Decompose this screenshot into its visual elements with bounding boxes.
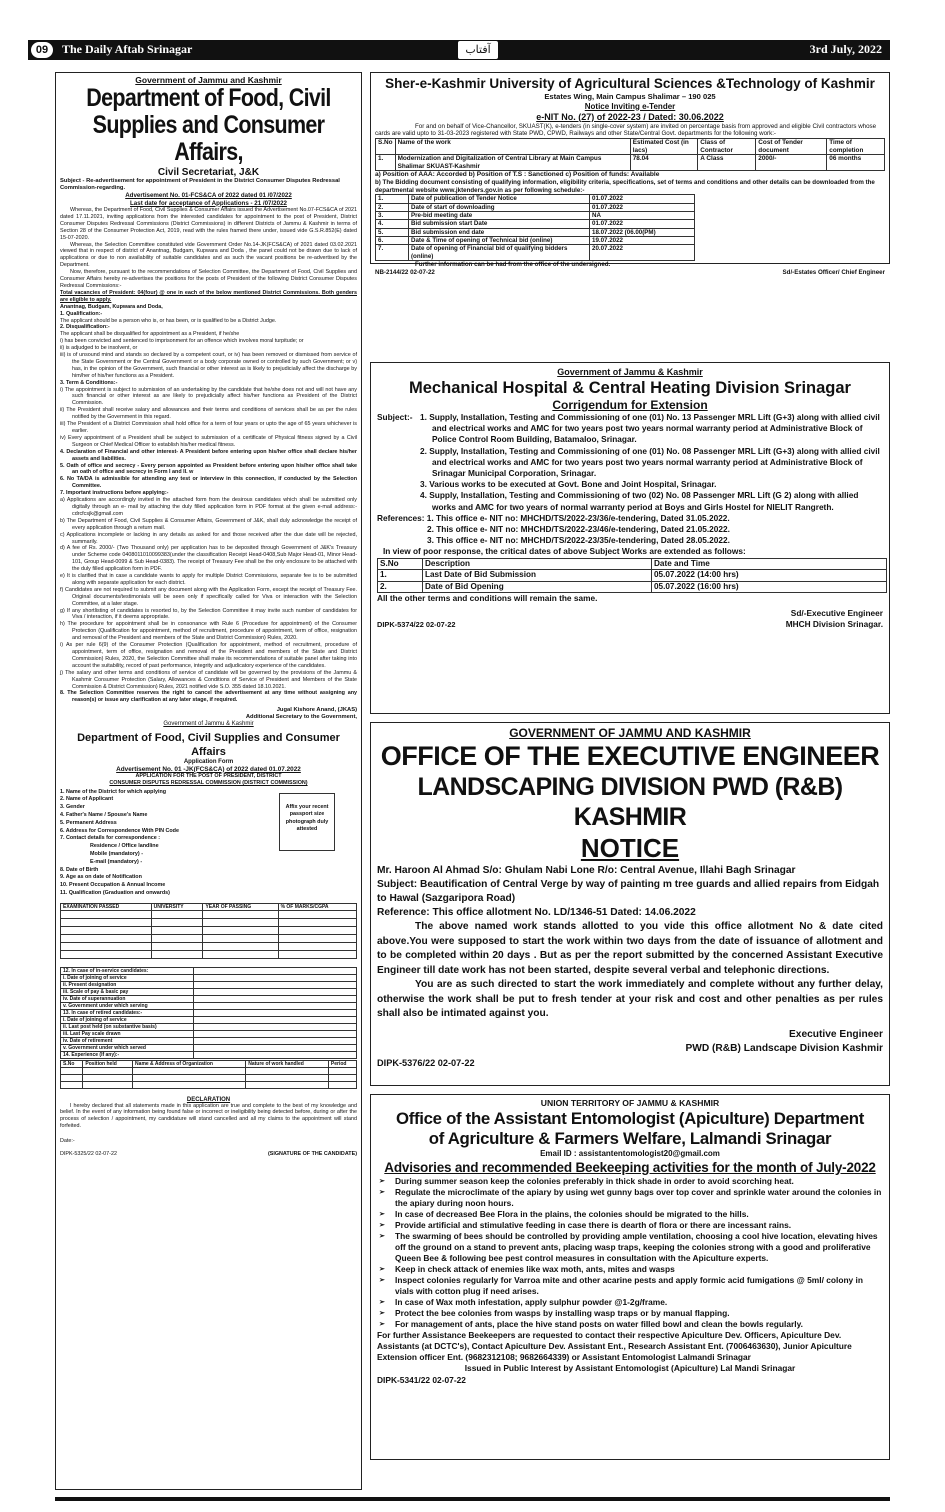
food-districts: Anantnag, Budgam, Kupwara and Doda, [60,303,163,310]
experience-col-header: Nature of work handled [246,1060,329,1067]
skuast-cell: 06 months [827,155,885,171]
food-dept-title: Department of Food, Civil Supplies and Consumer Affairs, [86,84,331,166]
inservice-row-label: 12. In case of in-service candidates: [61,967,194,974]
skuast-schedule-cell: 01.07.2022 [590,203,695,211]
api-advisories: Advisories and recommended Beekeeping activities for the month of July-2022 [384,1160,876,1175]
api-bullet-list [377,1176,883,1330]
land-sign2: PWD (R&B) Landscape Division Kashmir [685,1042,883,1054]
skuast-col-header: S.No [376,138,396,154]
form-field-label: 7. Contact details for correspondence : [60,835,161,842]
skuast-schedule-cell: Bid submission end date [409,228,590,236]
food-para: Whereas, the Department of Food, Civil Supplies & Consumer Affairs issued the Advertisement No.07-FCS&CA of 2021 dated 17.11.2021, inviting applications from the interested candidates for appointment to the post of President, District Consumer Disputes Redressal Commissions (District Commissions) in different Districts of Jammu & Kashmir in terms of Section 28 of the Consumer Protection Act, 2019, read with the rules framed there under, issued vide G.S.R.852(E) dated 15-07-2020. [60,207,357,241]
skuast-col-header: Time of completion [827,138,885,154]
mech-table-row [378,581,887,593]
form-field-label: Mobile (mandatory) - [90,850,144,857]
skuast-cell: A Class [698,155,756,171]
mech-col-header: Description [423,558,652,570]
education-col-header: YEAR OF PASSING [203,903,278,910]
skuast-nit: e-NIT No. (27) of 2022-23 / Dated: 30.06.2022 [536,111,724,122]
food-items-list [60,311,357,705]
skuast-col-header: Cost of Tender document [756,138,827,154]
food-signer: Jugal Kishore Anand, (JKAS) [276,707,357,714]
food-dipk: DIPK-5325/22 02-07-22 [60,1151,117,1158]
food-item: j) The salary and other terms and conditions of service of candidate will be governed by the provisions of the Jammu & Kashmir Consumer Protection (Salary, Allowances & Conditions of Service of President and Members of the State Commission & District Commission) Rules, 2021 notified vide S.O. 355 dated 18.10.2021. [60,669,357,690]
skuast-col-header: Name of the work [395,138,630,154]
form-footer [60,1151,357,1158]
food-item: 8. The Selection Committee reserves the right to cancel the advertisement at any time without assigning any reason(s) or issue any clarification at any later stage, if required. [60,690,357,704]
skuast-a-line: a) Position of AAA: Accorded b) Position of T.S : Sanctioned c) Position of funds: Available [375,171,660,179]
food-dept-ad [55,72,362,1490]
land-subject: Subject: Beautification of Central Verge by way of painting m tree guards and allied repairs from Eidgah to Hawal (Sazgaripora Road) [377,879,880,904]
food-item: b) The Department of Food, Civil Supplies & Consumer Affairs, Government of J&K, shall duly acknowledge the receipt of every application through a return mail. [60,517,357,531]
food-para: Whereas, the Selection Committee constituted vide Government Order No.14-JK(FCS&CA) of 2021 dated 03.02.2021 viewed that in respect of district of Anantnag, Budgam, Kupwara and Doda , the panel could not be drawn due to lack of applications or due to non availability of suitable candidates and as such the vacant positions be re-advertised by the Department. [60,241,357,269]
land-sign1: Executive Engineer [789,1028,883,1040]
mech-subject [377,412,883,513]
bottom-rule [55,1497,890,1501]
skuast-cell: 2000/- [756,155,827,171]
landscaping-notice-ad [370,722,890,1086]
education-col-header: % OF MARKS/CGPA [278,903,356,910]
food-total: Total vacancies of President: 04(four) @ one in each of the below mentioned District Commissions. Both genders are eligible to apply. [60,289,357,303]
inservice-row-label: ii. Last post held (on substantive basis) [61,1023,194,1030]
mech-col-header: S.No [378,558,423,570]
land-notice: NOTICE [580,833,680,863]
form-subtitle: Application Form [183,758,234,765]
form-adv: Advertisement No. 01 -JK(FCS&CA) of 2022 dated 01.07.2022 [116,765,301,773]
mech-cell: Date of Bid Opening [423,581,652,593]
skuast-schedule-table [375,194,695,260]
form-field-label: E-mail (mandatory) - [90,858,143,865]
skuast-schedule-row [376,220,695,228]
food-signer2: Additional Secretary to the Government, [245,714,357,721]
food-item: 1. Qualification:- [60,310,103,317]
inservice-row-label: i. Date of joining of service [61,1016,194,1023]
skuast-schedule-row [376,245,695,261]
skuast-col-header: Estimated Cost (in lacs) [630,138,698,154]
api-email: Email ID : assistantentomologist20@gmail.com [540,1149,720,1158]
mech-other: All the other terms and conditions will remain the same. [377,593,598,604]
education-col-header: UNIVERSITY [151,903,203,910]
mech-table-row [378,570,887,582]
form-field-label: 10. Present Occupation & Annual Income [60,882,166,889]
api-bullet-item: ➢ Provide artificial and stimulative feeding in case there is dearth of flora or there are incessant rains. [377,1220,883,1231]
food-item: iv) Every appointment of a President shall be subject to submission of a certificate of Physical fitness signed by a Civil Surgeon or Chief Medical Officer to establish his/her medical fitness. [60,434,357,448]
skuast-further: Further information can be had from the office of the undersigned. [415,260,611,268]
mech-cell: 05.07.2022 (14:00 hrs) [652,570,887,582]
experience-col-header: Name & Address of Organization [133,1060,246,1067]
food-body [60,207,357,704]
food-item: g) If any shortlisting of candidates is resorted to, by the Selection Committee it may invite such number of candidates for Viva / interaction, if it deems appropriate. [60,607,357,621]
skuast-b-line: b) The Bidding document consisting of qualifying information, eligibility criteria, specifications, set of terms and conditions and other details can be downloaded from the departmental website www.jktenders.gov.in as per following schedule:- [375,179,875,194]
education-table [60,903,357,959]
photo-box: Affix your recent passport size photograph duly attested [279,793,335,851]
skuast-schedule-cell: 18.07.2022 (06.00(PM) [590,228,695,236]
food-item: ii) is adjudged to be insolvent, or [60,345,138,352]
form-field-label: 2. Name of Applicant [60,796,114,803]
apiculture-ad [370,1094,890,1460]
api-bullet-item: ➢ Regulate the microclimate of the apiary by using wet gunny bags over top cover and sprinkle water around the colonies in the apiary during noon hours. [377,1187,883,1209]
api-bullet-item: ➢ During summer season keep the colonies preferably in thick shade in order to avoid scorching heat. [377,1176,883,1187]
form-field-label: 8. Date of Birth [60,866,99,873]
skuast-schedule-cell: 3. [376,212,409,220]
issue-date: 3rd July, 2022 [809,42,882,56]
mech-cell: 05.07.2022 (16:00 hrs) [652,581,887,593]
food-govt: Government of Jammu and Kashmir [135,75,282,85]
food-item: 6. No TA/DA is admissible for attending any test or interview in this connection, if conducted by the Selection Committee. [60,476,357,490]
food-last-date: Last date for acceptance of Applications - 21 /07/2022 [130,199,287,207]
food-item: i) As per rule 6(9) of the Consumer Protection (Qualification for appointment, method of recruitment, procedure of appointment, term of office, resignation and removal of the President and members of the State and District Commission) Rules, 2020, the Selection Committee shall make its recommendations of suitable panel after taking into account the suitability, record of past performance, integrity and adjudicatory experience of the candidates. [60,642,357,669]
land-title1: OFFICE OF THE EXECUTIVE ENGINEER [380,741,880,771]
land-to: Mr. Haroon Al Ahmad S/o: Ghulam Nabi Lone R/o: Central Avenue, Illahi Bagh Srinagar [377,865,796,876]
skuast-schedule-row [376,236,695,244]
food-item: a) Applications are accordingly invited in the attached form from the desirous candidates which shall be submitted only digitally through an e- mail by attaching the duly filled application form in PDF format at the given e-mail address:- cdrcfcsjk@gmail.com [60,497,357,517]
land-dipk: DIPK-5376/22 02-07-22 [377,1057,475,1068]
skuast-schedule-cell: 7. [376,245,409,261]
form-field-label: 5. Permanent Address [60,819,117,826]
mech-cell: Last Date of Bid Submission [423,570,652,582]
api-bullet-item: ➢ In case of Wax moth infestation, apply sulphur powder @1-2g/frame. [377,1297,883,1308]
mech-dates-table [377,558,887,594]
api-ut: UNION TERRITORY OF JAMMU & KASHMIR [540,1098,720,1108]
skuast-schedule-cell: Date of publication of Tender Notice [409,195,590,203]
inservice-row-label: 14. Experience (If any):- [61,1051,194,1058]
skuast-schedule-cell: 6. [376,236,409,244]
skuast-schedule-cell: 19.07.2022 [590,236,695,244]
mech-subject-list [420,412,883,513]
mech-table-header [378,558,887,570]
skuast-sign: Sd/-Estates Officer/ Chief Engineer [782,269,885,277]
skuast-schedule-row [376,195,695,203]
skuast-schedule-cell: Bid submission start Date [409,220,590,228]
land-reference: Reference: This office allotment No. LD/1346-51 Dated: 14.06.2022 [377,907,696,918]
skuast-schedule-row [376,203,695,211]
experience-col-header: Period [328,1060,356,1067]
land-para2: You are as such directed to start the work immediately and complete without any further delay, otherwise the work shall be put to fresh tender at your risk and cost and other penalties as per rules shall also be intimated against you. [377,979,883,1019]
mech-references [377,513,883,547]
skuast-schedule-cell: 4. [376,220,409,228]
food-item: ii) The President shall receive salary and allowances and their terms and conditions of services shall be as per the rules notified by the Government in this regard. [60,407,357,421]
api-bullet-item: ➢ For management of ants, place the hive stand posts on water filled bowl and clean the bowls regularly. [377,1319,883,1330]
mech-cell: 1. [378,570,423,582]
land-para1: The above named work stands allotted to you vide this office allotment No & date cited above.You were supposed to start the work within two days from the date of issuance of allotment and to be completed within 20 days . But as per the report submitted by the concerned Assistant Executive Engineer till date work has not been started, despite several verbal and telephonic directions. [377,921,883,976]
food-item: 7. Important instructions before applying:- [60,490,169,497]
land-title2: LANDSCAPING DIVISION PWD (R&B) KASHMIR [417,773,843,831]
mech-hospital-ad [370,362,890,714]
food-subject: Subject - Re-advertisement for appointment of President in the District Consumer Disputes Redressal Commission-regarding. [60,178,340,191]
mech-reference: 3. This office e- NIT no: MHCHD/TS/2022-23/35/e-tendering, Dated 28.05.2022. [427,535,730,546]
inservice-row-label: 13. In case of retired candidates:- [61,1009,194,1016]
mech-sign2: MHCH Division Srinagar. [785,619,883,630]
skuast-title: Sher-e-Kashmir University of Agricultural Sciences &Technology of Kashmir [385,76,875,91]
api-further: For further Assistance Beekeepers are requested to contact their respective Apiculture Dev. Officers, Apiculture Dev. Assistants (at DCTC's), Contact Apiculture Dev. Assistant Ent., Research Assistant Ent. (7006463630), Junior Apiculture Extension officer Ent. (9682312108; 9682664339) or Assistant Entomologist Lalmandi Srinagar [377,1330,852,1362]
mech-reference: References: 1. This office e- NIT no: MHCHD/TS/2022-23/36/e-tendering, Dated 31.05.2022. [377,512,730,523]
api-title1: Office of the Assistant Entomologist (Apiculture) Department [395,1109,865,1128]
skuast-schedule-cell: 2. [376,203,409,211]
skuast-tender-ad [370,72,890,277]
inservice-row-label: v. Government under which served [61,1044,194,1051]
mech-title: Mechanical Hospital & Central Heating Division Srinagar [409,379,851,397]
skuast-schedule-cell: Date of opening of Financial bid of qualifying bidders (online) [409,245,590,261]
education-col-header: EXAMINATION PASSED [61,903,152,910]
mech-dipk: DIPK-5374/22 02-07-22 [377,620,456,630]
skuast-cell: 78.04 [630,155,698,171]
newspaper-logo: آفتاب [458,41,498,59]
experience-table [60,1060,357,1089]
food-item: f) Candidates are not required to submit any document along with the Application Form, except the receipt of Treasury Fee. Original documents/testimonials will be seen only if specifically called for Viva or interaction with the Selection Committee, at a later stage. [60,586,357,607]
food-item: 3. Term & Conditions:- [60,379,118,386]
skuast-schedule-cell: Date & Time of opening of Technical bid (online) [409,236,590,244]
skuast-nb: NB-2144/22 02-07-22 [375,269,435,277]
experience-col-header: S.No [61,1060,83,1067]
form-field-label: 6. Address for Correspondence With PIN Code [60,827,179,834]
masthead [28,40,890,60]
food-item: The applicant should be a person who is, or has been, or is qualified to be a District Judge. [60,317,277,324]
mech-subject-item: 1. Supply, Installation, Testing and Commissioning of one (01) No. 13 Passenger MRL Lift (G+3) along with allied civil and electrical works and AMC for two years post two years normal warranty period at Administrative Block of Police Control Room Building, Batamaloo, Srinagar. [420,412,880,445]
skuast-schedule-cell: 20.07.2022 [590,245,695,261]
food-signer3: Government of Jammu & Kashmir [163,721,254,728]
api-bullet-item: ➢ Inspect colonies regularly for Varroa mite and other acarine pests and apply formic acid fumigations @ 5ml/ colony in vials with cotton plug if need arises. [377,1275,883,1297]
experience-col-header: Position held [83,1060,133,1067]
mech-subject-label: Subject:- [377,412,413,422]
api-issued: Issued in Public Interest by Assistant Entomologist (Apiculture) Lal Mandi Srinagar [464,1363,796,1373]
inservice-row-label: iv. Date of retirement [61,1037,194,1044]
mech-subject-item: 4. Supply, Installation, Testing and Commissioning of two (02) No. 08 Passenger MRL Lift (G 2) along with allied works and AMC for two years of normal warranty period at Boys and Girls Hostel for NIELIT Rangreth. [420,490,859,512]
declaration-text: I hereby declared that all statements made in this application are true and complete to the best of my knowledge and belief. In the event of any information being found false or incorrect or ineligibility being detected before, during or after the process of selection / appointment, my candidature will stand cancelled and all my claims to the appointment will stand forfeited. [60,1102,357,1130]
skuast-intro: For and on behalf of Vice-Chancellor, SKUAST(K), e-tenders (in single-cover system) are invited on percentage basis from approved and eligible Civil contractors whose cards are valid upto to 31-03-2023 registered with State PWD, CPWD, Railways and other State/Central Govt. departments for the following work:- [375,122,877,138]
food-item: 4. Declaration of Financial and other interest- A President before entering upon his/her office shall declare his/her assets and liabilities. [60,448,357,462]
food-item: The applicant shall be disqualified for appointment as a President, if he/she [60,331,240,338]
inservice-row-label: iii. Scale of pay & basic pay [61,988,194,995]
inservice-table [60,967,357,1059]
skuast-wing: Estates Wing, Main Campus Shalimar – 190 025 [544,92,716,101]
mech-govt: Government of Jammu & Kashmir [557,367,703,377]
mech-view: In view of poor response, the critical dates of above Subject Works are extended as follows: [383,546,746,557]
form-field-label: 1. Name of the District for which applying [60,788,167,795]
food-para: Now, therefore, pursuant to the recommendations of Selection Committee, the Department of Food, Civil Supplies and Consumer Affairs hereby re-advertises the positions for the posts of President of the following District Consumer Disputes Redressal Commissions:- [60,269,357,289]
form-field-label: Residence / Office landline [90,843,159,850]
food-item: h) The procedure for appointment shall be in consonance with Rule 6 (Procedure for appointment) of the Consumer Protection (Qualification for appointment, method of recruitment, procedure of appointment, term of office, resignation and removal of the President and members of the State and District Commission) Rules, 2020. [60,621,357,642]
form-field-label: 4. Father's Name / Spouse's Name [60,811,148,818]
skuast-col-header: Class of Contractor [698,138,756,154]
mech-col-header: Date and Time [652,558,887,570]
mech-footer [377,619,883,630]
food-item: c) Applications incomplete or lacking in any details as asked for and those received after the due date will be rejected, summarily. [60,531,357,545]
skuast-schedule-cell: 01.07.2022 [590,220,695,228]
api-title2: of Agriculture & Farmers Welfare, Lalmandi Srinagar [428,1129,832,1148]
mech-cell: 2. [378,581,423,593]
api-dipk: DIPK-5341/22 02-07-22 [377,1375,466,1385]
skuast-schedule-cell: NA [590,212,695,220]
skuast-work-table [375,138,885,171]
food-item: iii) The President of a District Commission shall hold office for a term of four years or upto the age of 65 years whichever is earlier. [60,421,357,434]
api-bullet-item: ➢ The swarming of bees should be controlled by providing ample ventilation, choosing a cool hive location, elevating hives off the ground on a stand to prevent ants, placing wasp traps, keeping the colonies strong with a good and proliferative Queen Bee & following bee pest control measures in consultation with the Apiculture experts. [377,1231,883,1264]
skuast-cell: Modernization and Digitalization of Central Library at Main Campus Shalimar SKUAST-Kashmir [395,155,630,171]
skuast-schedule-cell: 5. [376,228,409,236]
declaration-title: DECLARATION [186,1096,231,1103]
date-label: Date:- [60,1138,75,1145]
mech-corrigendum: Corrigendum for Extension [552,398,708,412]
inservice-row-label: v. Government under which serving [61,1002,194,1009]
food-item: d) A fee of Rs. 2000/- (Two Thousand only) per application has to be deposited through Government of J&K's Treasury under Scheme code 0408011010099383(under the classification Receipt Head-0408,Sub Major Head-01, Minor Head-101, Group Head-0099 & Sub Head-0383). The receipt of Treasury Fee shall be the only enclosure to be attached with the duly filled application form in PDF. [60,545,357,573]
api-bullet-item: ➢ In case of decreased Bee Flora in the plains, the colonies should be migrated to the hills. [377,1209,883,1220]
newspaper-title: The Daily Aftab Srinagar [62,42,193,56]
skuast-schedule-cell: Date of start of downloading [409,203,590,211]
skuast-schedule-cell: 1. [376,195,409,203]
mech-reference: 2. This office e- NIT no: MHCHD/TS/2022-23/46/e-tendering, Dated 21.05.2022. [427,524,730,535]
form-field-label: 3. Gender [60,804,85,811]
food-item: 5. Oath of office and secrecy - Every person appointed as President before entering upon his/her office shall take an oath of office and secrecy in Form I and II. w [60,462,357,476]
form-post: APPLICATION FOR THE POST OF PRESIDENT, DISTRICT [135,773,282,780]
land-govt: GOVERNMENT OF JAMMU AND KASHMIR [509,726,751,740]
form-title: Department of Food, Civil Supplies and Consumer Affairs [77,731,340,758]
food-item: i) has been convicted and sentenced to imprisonment for an offence which involves moral turpitude; or [60,338,304,345]
inservice-row-label: iv. Date of superannuation [61,995,194,1002]
form-field-label: 9. Age as on date of Notification [60,874,142,881]
api-bullet-item: ➢ Keep in check attack of enemies like wax moth, ants, mites and wasps [377,1264,883,1275]
form-fields [60,789,357,901]
food-item: 2. Disqualification:- [60,324,110,331]
form-post2: CONSUMER DISPUTES REDRESSAL COMMISSION (DISTRICT COMMISSION) [109,779,308,786]
inservice-row-label: ii. Present designation [61,981,194,988]
skuast-cell: 1. [376,155,396,171]
skuast-schedule-cell: Pre-bid meeting date [409,212,590,220]
food-item: iii) is of unsound mind and stands so declared by a competent court, or iv) has been removed or dismissed from service of the State Government or the Central Government or a body corporate owned or controlled by such Government; or v) has, in the opinion of the Government, such financial or other interest as is likely to prejudicially affect the discharge by him/her of his/her functions as a President. [60,352,357,379]
skuast-schedule-cell: 01.07.2022 [590,195,695,203]
form-field-list [60,789,270,898]
food-secretariat: Civil Secretariat, J&K [157,167,260,178]
api-bullet-item: ➢ Protect the bee colonies from wasps by installing wasp traps or by manual flapping. [377,1308,883,1319]
food-adv-no: Advertisement No. 01-FCS&CA of 2022 dated 01 /07/2022 [125,192,292,199]
skuast-schedule-row [376,228,695,236]
inservice-row-label: iii. Last Pay scale drawn [61,1030,194,1037]
skuast-footer [375,268,885,278]
mech-subject-item: 2. Supply, Installation, Testing and Commissioning of one (01) No. 08 Passenger MRL Lift (G+3) along with allied civil and electrical works and AMC for two years post two years normal warranty period at Administrative Block of Srinagar Municipal Corporation, Srinagar. [420,445,880,479]
skuast-notice: Notice Inviting e-Tender [584,101,676,111]
form-field-label: 11. Qualification (Graduation and onwards) [60,889,170,896]
inservice-row-label: i. Date of joining of service [61,974,194,981]
skuast-schedule-row [376,212,695,220]
candidate-signature-label: (SIGNATURE OF THE CANDIDATE) [267,1151,357,1158]
food-item: i) The appointment is subject to submission of an undertaking by the candidate that he/she does not and will not have any such financial or other interest as are likely to prejudicially affect his/her functions as President of the District Commission. [60,386,357,407]
page-number: 09 [31,42,53,58]
mech-subject-item: 3. Various works to be executed at Govt. Bone and Joint Hospital, Srinagar. [420,479,717,490]
food-item: e) It is clarified that in case a candidate wants to apply for multiple District Commissions, separate fee is to be submitted along with separate application for each district. [60,573,357,586]
mech-sign1: Sd/-Executive Engineer [790,608,883,619]
